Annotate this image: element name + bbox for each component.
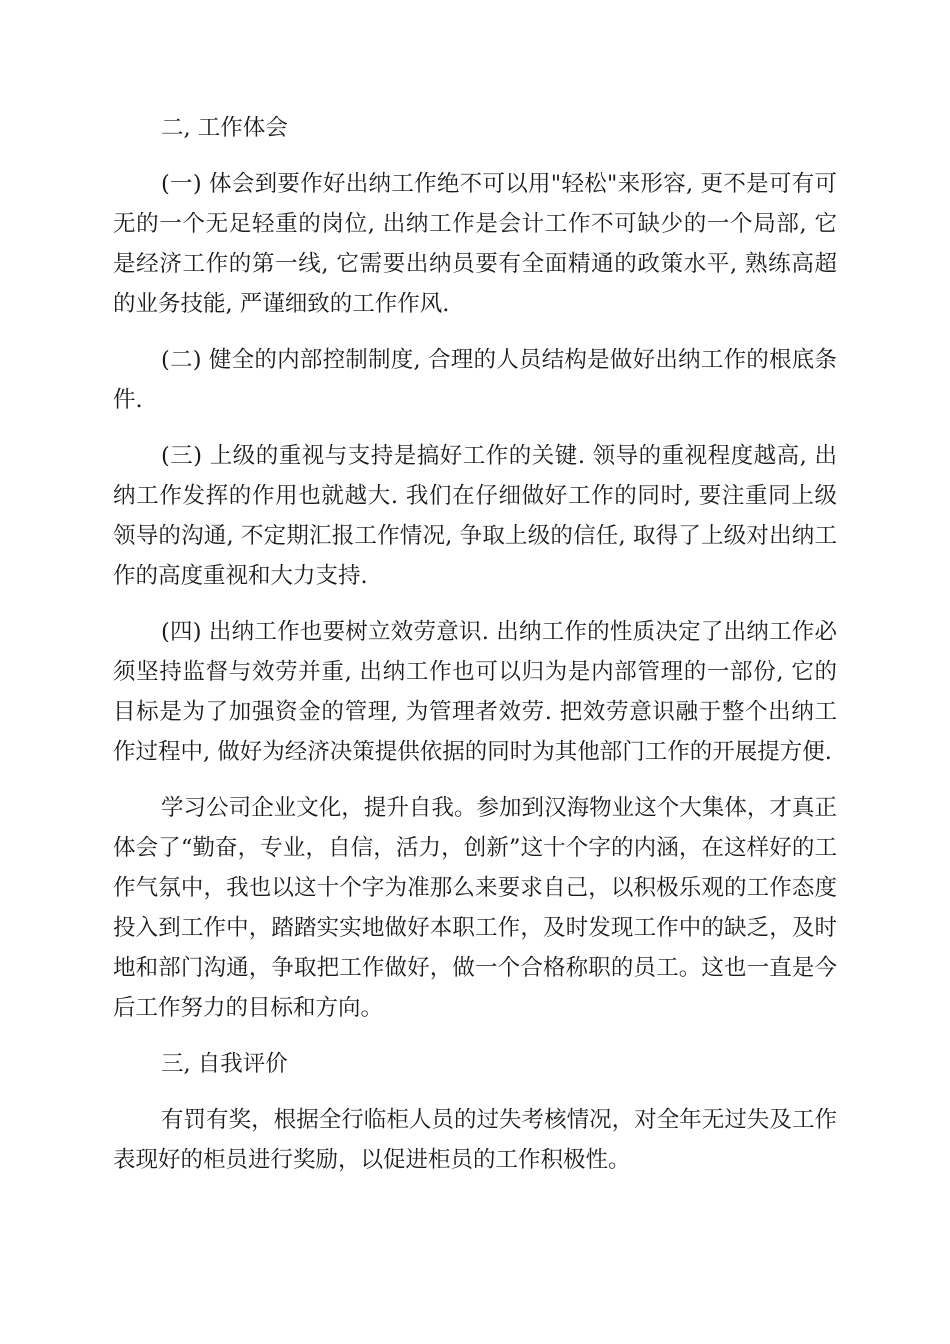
paragraph-corporate-culture: 学习公司企业文化，提升自我。参加到汉海物业这个大集体，才真正体会了“勤奋，专业，自信，活力，创新”这十个字的内涵，在这样好的工作气氛中，我也以这十个字为准那么来要求自己，以积极乐观的工作态度投入到工作中，踏踏实实地做好本职工作，及时发现工作中的缺乏，及时地和部门沟通，争取把工作做好，做一个合格称职的员工。这也一直是今后工作努力的目标和方向。 (113, 795, 837, 1021)
paragraph-experience-4: (四) 出纳工作也要树立效劳意识. 出纳工作的性质决定了出纳工作必须坚持监督与效劳并重, 出纳工作也可以归为是内部管理的一部份, 它的目标是为了加强资金的管理, 为管理者效劳. 把效劳意识融于整个出纳工作过程中, 做好为经济决策提供依据的同时为其他部门工作的开展提方便. (113, 619, 837, 765)
paragraph-experience-2: (二) 健全的内部控制制度, 合理的人员结构是做好出纳工作的根底条件. (113, 347, 837, 413)
section-heading-work-experience: 二, 工作体会 (161, 115, 288, 141)
document-body (113, 108, 837, 1196)
paragraph-experience-3: (三) 上级的重视与支持是搞好工作的关键. 领导的重视程度越高, 出纳工作发挥的作用也就越大. 我们在仔细做好工作的同时, 要注重同上级领导的沟通, 不定期汇报工作情况, 争取上级的信任, 取得了上级对出纳工作的高度重视和大力支持. (113, 443, 837, 589)
section-heading-self-evaluation: 三, 自我评价 (161, 1051, 288, 1077)
paragraph-experience-1: (一) 体会到要作好出纳工作绝不可以用"轻松"来形容, 更不是可有可无的一个无足轻重的岗位, 出纳工作是会计工作不可缺少的一个局部, 它是经济工作的第一线, 它需要出纳员要有全面精通的政策水平, 熟练高超的业务技能, 严谨细致的工作作风. (113, 171, 837, 317)
paragraph-self-evaluation: 有罚有奖，根据全行临柜人员的过失考核情况，对全年无过失及工作表现好的柜员进行奖励，以促进柜员的工作积极性。 (113, 1107, 837, 1173)
